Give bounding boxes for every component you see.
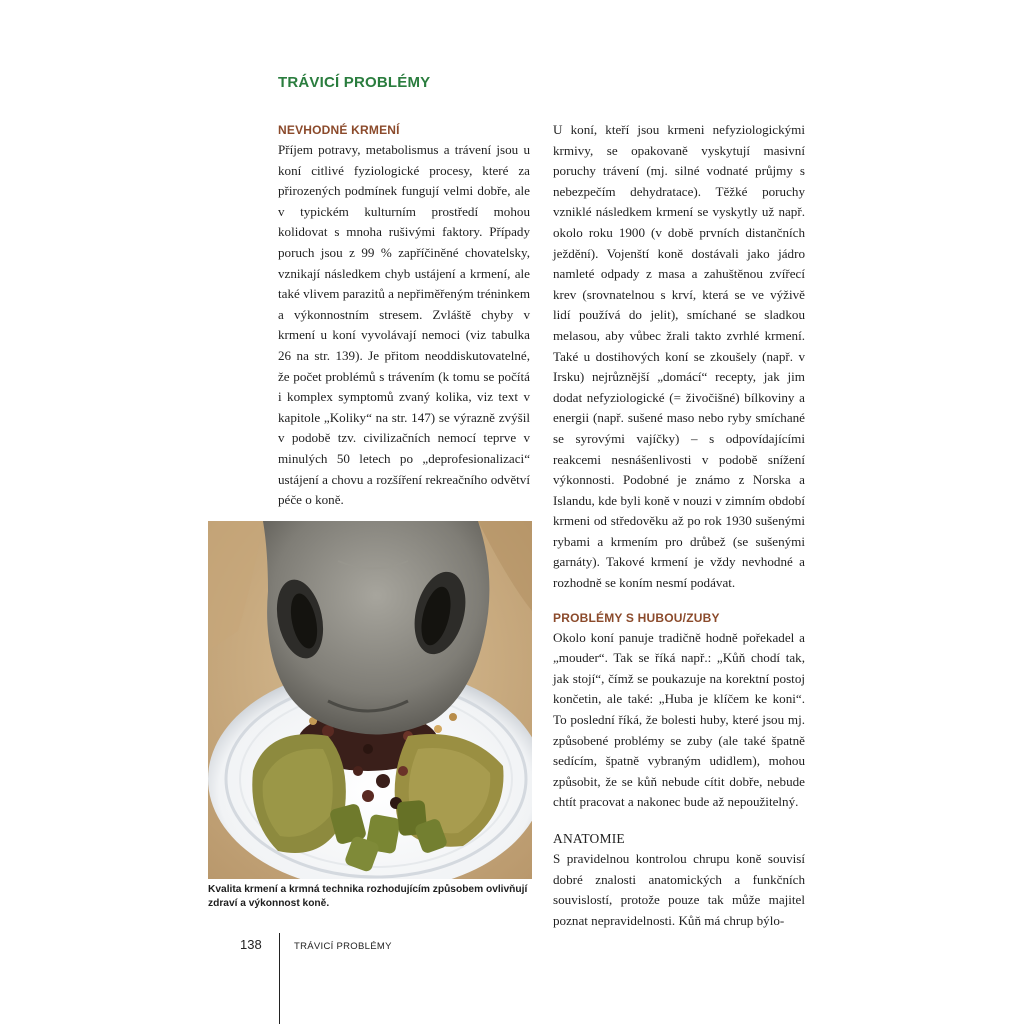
section-title: TRÁVICÍ PROBLÉMY: [278, 74, 431, 91]
left-column: [278, 120, 530, 511]
heading-anatomie: ANATOMIE: [553, 831, 625, 846]
heading-nevhodne-krmeni: NEVHODNÉ KRMENÍ: [278, 123, 400, 137]
page-number: 138: [240, 937, 262, 952]
paragraph-anatomie: S pravidelnou kontrolou chrupu koně souvisí dobré znalosti anatomických a funkčních souvislostí, protože pouze tak může majitel poznat nepravidelnosti. Kůň má chrup býlo-: [553, 851, 805, 928]
right-column: [553, 120, 805, 931]
heading-problemy-s-hubou: PROBLÉMY S HUBOU/ZUBY: [553, 610, 720, 625]
paragraph-right-1: U koní, kteří jsou krmeni nefyziologickými krmivy, se opakovaně vyskytují masivní poruchy trávení (mj. silné vodnaté průjmy s nebezpečím dehydratace). Těžké poruchy vzniklé následkem krmení se vyskytly už např. okolo roku 1900 (v době prvních distančních ježdění). Vojenští koně dostávali jako jádro namleté odpady z masa a zahuštěnou zvířecí krev (srovnatelnou s krví, která se ve výživě lidí používá do jelit), smíchané se sladkou melasou, aby vůbec žrali takto zvrhlé krmení. Také u dostihových koní se zkoušely (např. v Irsku) nejrůznější „domácí“ recepty, jak jim dodat nefyziologické (= živočišné) bílkoviny a energii (např. sušené maso nebo ryby smíchané se syrovými vajíčky) – s odpovídajícími reakcemi nesnášenlivosti v podobě snížení výkonnosti. Podobné je známo z Norska a Islandu, kde byli koně v nouzi v zimním období krmeni od středověku až po rok 1930 sušenými rybami a krmením pro drůbež (se sušenými garnáty). Takové krmení je vždy nevhodné a rozhodně se koním nesmí podávat.: [553, 122, 805, 591]
paragraph-nevhodne-krmeni: Příjem potravy, metabolismus a trávení jsou u koní citlivé fyziologické procesy, které za přirozených podmínek fungují velmi dobře, ale v typickém kulturním prostředí mohou kolidovat s mnoha rušivými faktory. Případy poruch jsou z 99 % zapříčiněné chovatelsky, vznikají následkem chyb ustájení a krmení, ale také vlivem parazitů a nepřiměřeným tréninkem a výkonnostním stresem. Zvláště chyby v krmení u koní vyvolávají nemoci (viz tabulka 26 na str. 139). Je přitom neoddiskutovatelné, že počet problémů s trávením (k tomu se počítá i komplex symptomů zvaný kolika, viz text v kapitole „Koliky“ na str. 147) se výrazně zvýšil v podobě tzv. civilizačních nemocí teprve v minulých 50 letech po „deprofesionalizaci“ ustájení a chovu a rozšíření rekreačního odvětví péče o koně.: [278, 142, 530, 508]
paragraph-problemy-s-hubou: Okolo koní panuje tradičně hodně pořekadel a „mouder“. Tak se říká např.: „Kůň chodí tak, jak stojí“, čímž se poukazuje na korektní postoj končetin, ale také: „Huba je klíčem ke koni“. To poslední říká, že bolesti huby, které jsou mj. způsobené problémy se zuby (ale také špatně sedícím, špatně vybraným udidlem), mohou způsobit, že se kůň nebude cítit dobře, nebude chtít pracovat a nakonec bude až nepoužitelný.: [553, 629, 805, 810]
feed-photo: [208, 521, 532, 879]
photo-caption: Kvalita krmení a krmná technika rozhodujícím způsobem ovlivňují zdraví a výkonnost koně.: [208, 884, 528, 909]
running-head: TRÁVICÍ PROBLÉMY: [294, 941, 392, 952]
footer-divider: [279, 933, 280, 1024]
